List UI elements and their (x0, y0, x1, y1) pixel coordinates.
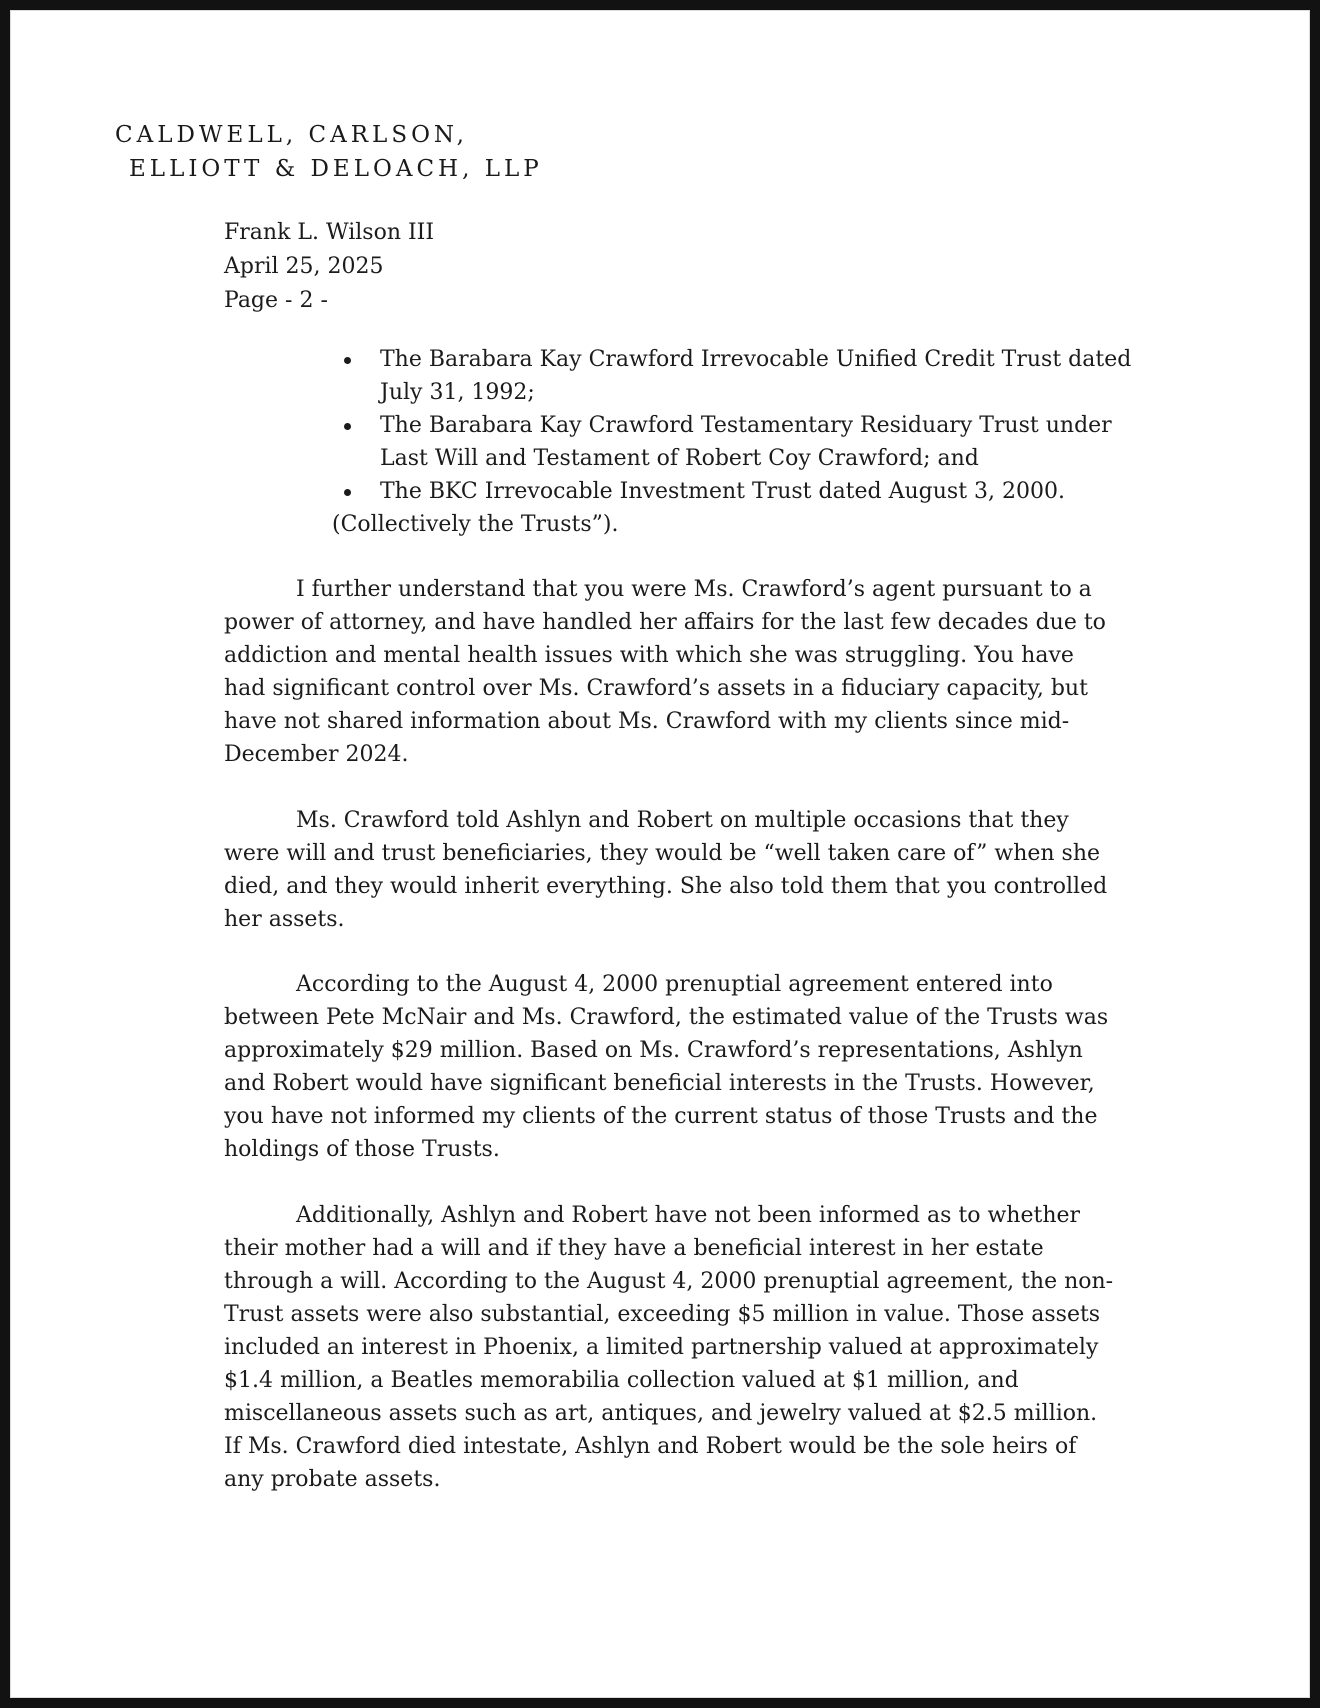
trust-line: July 31, 1992; (380, 380, 535, 405)
list-item (332, 343, 1152, 409)
collectively-note: (Collectively the Trusts”). (332, 512, 619, 537)
body-paragraph: Additionally, Ashlyn and Robert have not been informed as to whether their mother had a will and if they have a beneficial interest in her estate through a will. According to the August 4, 2000 prenuptial agreement, the non-Trust assets were also substantial, exceeding $5 million in value. Those assets included an interest in Phoenix, a limited partnership valued at approximately $1.4 million, a Beatles memorabilia collection valued at $1 million, and miscellaneous assets such as art, antiques, and jewelry valued at $2.5 million. If Ms. Crawford died intestate, Ashlyn and Robert would be the sole heirs of any probate assets. (224, 1203, 1114, 1492)
page-header-block (224, 216, 434, 318)
body-paragraph: I further understand that you were Ms. Crawford’s agent pursuant to a power of attorney, and have handled her affairs for the last few decades due to addiction and mental health issues with which she was struggling. You have had significant control over Ms. Crawford’s assets in a fiduciary capacity, but have not shared information about Ms. Crawford with my clients since mid-December 2024. (224, 577, 1106, 767)
firm-name-line2: ELLIOTT & DELOACH, LLP (129, 156, 543, 182)
recipient-name: Frank L. Wilson III (224, 220, 435, 245)
bullet-icon (344, 489, 351, 496)
body-paragraph: Ms. Crawford told Ashlyn and Robert on multiple occasions that they were will and trust beneficiaries, they would be “well taken care of” when she died, and they would inherit everything. She also told them that you controlled her assets. (224, 808, 1108, 932)
firm-letterhead (115, 118, 543, 186)
list-item (332, 409, 1152, 475)
trust-line: Last Will and Testament of Robert Coy Crawford; and (380, 446, 979, 471)
bullet-icon (344, 423, 351, 430)
trust-list (332, 343, 1152, 508)
trust-line: The BKC Irrevocable Investment Trust dated August 3, 2000. (380, 479, 1066, 504)
body-paragraph: According to the August 4, 2000 prenuptial agreement entered into between Pete McNair and Ms. Crawford, the estimated value of the Trusts was approximately $29 million. Based on Ms. Crawford’s representations, Ashlyn and Robert would have significant beneficial interests in the Trusts. However, you have not informed my clients of the current status of those Trusts and the holdings of those Trusts. (224, 972, 1109, 1162)
list-item (332, 475, 1152, 508)
firm-name-line1: CALDWELL, CARLSON, (115, 122, 468, 148)
page-number: Page - 2 - (224, 288, 328, 313)
trust-line: The Barabara Kay Crawford Irrevocable Unified Credit Trust dated (380, 347, 1132, 372)
letter-page (10, 10, 1310, 1698)
bullet-icon (344, 357, 351, 364)
trust-line: The Barabara Kay Crawford Testamentary Residuary Trust under (380, 413, 1112, 438)
letter-date: April 25, 2025 (224, 254, 384, 279)
